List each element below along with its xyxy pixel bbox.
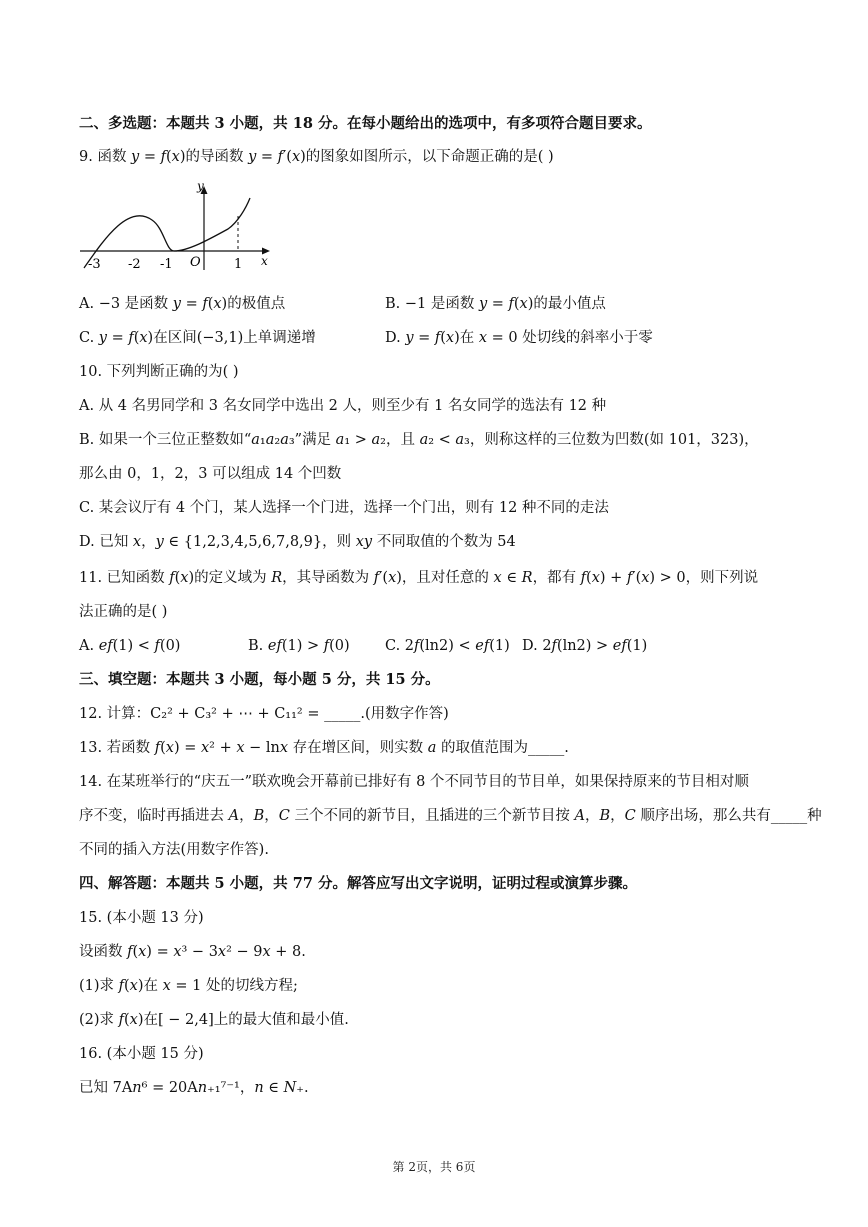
q15-stem: 设函数 𝑓(𝑥) = 𝑥³ − 3𝑥² − 9𝑥 + 8.: [79, 944, 306, 960]
q12-text: 12. 计算：C₂² + C₃² + ⋯ + C₁₁² = _____.(用数字作答): [79, 706, 449, 722]
section-3-heading: 三、填空题：本题共 3 小题，每小题 5 分，共 15 分。: [79, 671, 440, 688]
q11-stem-line1: 11. 已知函数 𝑓(𝑥)的定义域为 𝑅，其导函数为 𝑓′(𝑥)，且对任意的 𝑥 ∈ 𝑅，都有 𝑓(𝑥) + 𝑓′(𝑥) > 0，则下列说: [79, 570, 759, 586]
graph-x-label: x: [261, 254, 268, 268]
q11-option-b: B. 𝑒𝑓(1) > 𝑓(0): [248, 638, 350, 654]
q14-line3: 不同的插入方法(用数字作答).: [79, 842, 269, 858]
q11-option-d: D. 2𝑓(ln2) > 𝑒𝑓(1): [522, 638, 648, 654]
graph-y-label: y: [197, 179, 204, 193]
q16-stem: 已知 7A𝑛⁶ = 20A𝑛₊₁⁷⁻¹，𝑛 ∈ 𝑁₊.: [79, 1080, 309, 1096]
q15-part2: (2)求 𝑓(𝑥)在[ − 2,4]上的最大值和最小值.: [79, 1012, 349, 1028]
q10-option-a: A. 从 4 名男同学和 3 名女同学中选出 2 人，则至少有 1 名女同学的选法有 12 种: [79, 398, 607, 414]
graph-tick-minus2: -2: [128, 257, 141, 272]
q9-option-c: C. 𝑦 = 𝑓(𝑥)在区间(−3,1)上单调递增: [79, 330, 316, 346]
page-footer: 第 2页，共 6页: [392, 1160, 476, 1174]
graph-tick-1: 1: [234, 257, 243, 272]
graph-tick-minus3: -3: [88, 257, 101, 272]
q10-option-c: C. 某会议厅有 4 个门，某人选择一个门进，选择一个门出，则有 12 种不同的走法: [79, 500, 609, 516]
q10-option-b-line2: 那么由 0，1，2，3 可以组成 14 个凹数: [79, 466, 342, 482]
q9-option-d: D. 𝑦 = 𝑓(𝑥)在 𝑥 = 0 处切线的斜率小于零: [385, 330, 653, 346]
section-2-heading: 二、多选题：本题共 3 小题，共 18 分。在每小题给出的选项中，有多项符合题目要求。: [79, 115, 652, 132]
q11-option-c: C. 2𝑓(ln2) < 𝑒𝑓(1): [385, 638, 510, 654]
graph-tick-minus1: -1: [160, 257, 173, 272]
q9-option-b: B. −1 是函数 𝑦 = 𝑓(𝑥)的最小值点: [385, 296, 606, 312]
q10-option-b-line1: B. 如果一个三位正整数如“𝑎₁𝑎₂𝑎₃”满足 𝑎₁ > 𝑎₂，且 𝑎₂ < 𝑎₃，则称这样的三位数为凹数(如 101，323)，: [79, 432, 759, 448]
q10-option-d: D. 已知 𝑥，𝑦 ∈ {1,2,3,4,5,6,7,8,9}，则 𝑥𝑦 不同取值的个数为 54: [79, 534, 516, 550]
q10-stem: 10. 下列判断正确的为( ): [79, 364, 239, 380]
q14-line1: 14. 在某班举行的“庆五一”联欢晚会开幕前已排好有 8 个不同节目的节目单，如果保持原来的节目相对顺: [79, 774, 749, 790]
section-4-heading: 四、解答题：本题共 5 小题，共 77 分。解答应写出文字说明，证明过程或演算步骤。: [79, 875, 637, 892]
q9-stem: 9. 函数 𝑦 = 𝑓(𝑥)的导函数 𝑦 = 𝑓′(𝑥)的图象如图所示，以下命题正确的是( ): [79, 149, 554, 165]
q13-text: 13. 若函数 𝑓(𝑥) = 𝑥² + 𝑥 − ln𝑥 存在增区间，则实数 𝑎 的取值范围为_____.: [79, 740, 569, 756]
derivative-graph: [78, 178, 278, 274]
q16-title: 16. (本小题 15 分): [79, 1046, 204, 1062]
q11-stem-line2: 法正确的是( ): [79, 604, 168, 620]
q15-title: 15. (本小题 13 分): [79, 910, 204, 926]
q11-option-a: A. 𝑒𝑓(1) < 𝑓(0): [79, 638, 181, 654]
graph-origin-label: O: [190, 255, 201, 270]
q14-line2: 序不变，临时再插进去 𝐴，𝐵，𝐶 三个不同的新节目，且插进的三个新节目按 𝐴，𝐵，𝐶 顺序出场，那么共有_____种: [79, 808, 822, 824]
q15-part1: (1)求 𝑓(𝑥)在 𝑥 = 1 处的切线方程;: [79, 978, 298, 994]
q9-option-a: A. −3 是函数 𝑦 = 𝑓(𝑥)的极值点: [79, 296, 286, 312]
